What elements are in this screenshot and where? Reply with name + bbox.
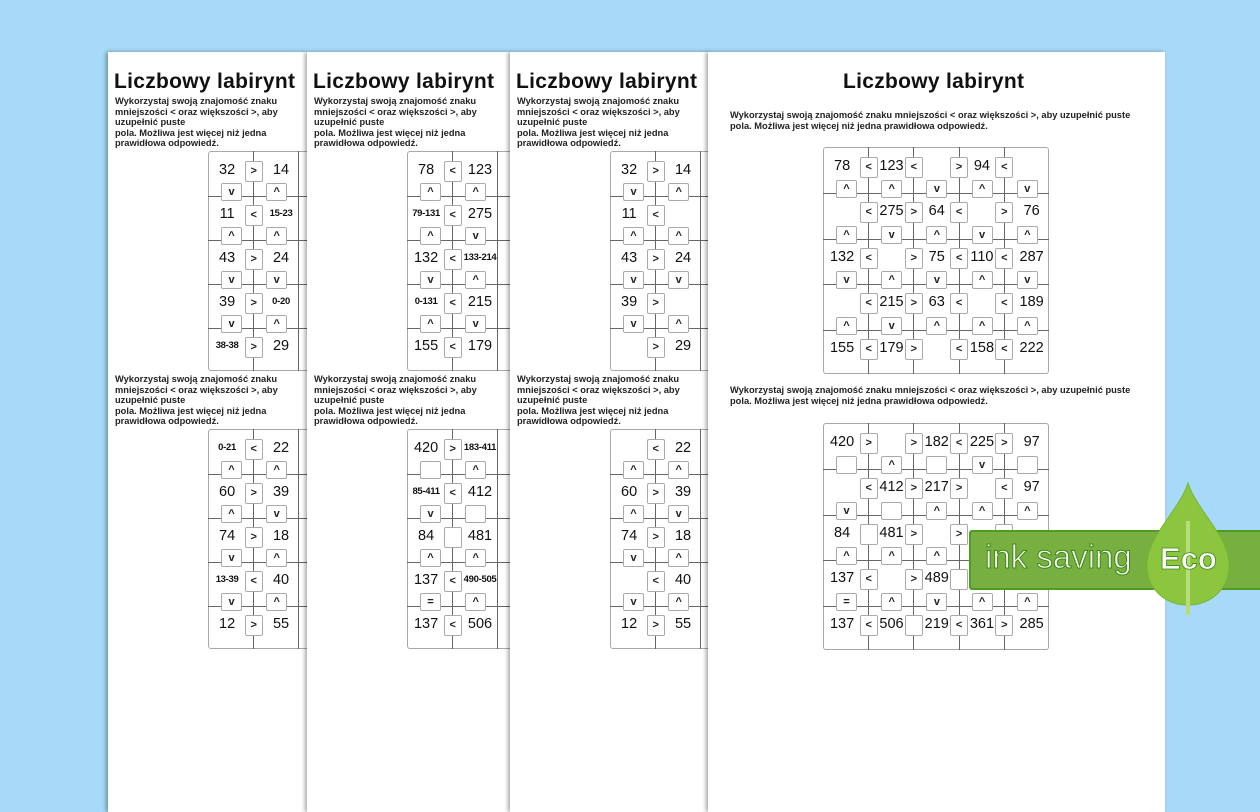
comparison-sign-box[interactable]: ^ [465, 461, 486, 479]
comparison-sign-box[interactable]: > [950, 524, 968, 545]
comparison-sign-box[interactable]: ^ [1017, 317, 1038, 335]
instructions-text [314, 374, 503, 427]
comparison-sign-box[interactable]: < [995, 248, 1013, 269]
comparison-sign-box[interactable]: < [245, 205, 263, 226]
maze-number: 0-131 [414, 296, 438, 307]
comparison-sign-box[interactable]: < [950, 339, 968, 360]
comparison-sign-box[interactable]: > [647, 293, 665, 314]
maze-number: 55 [674, 616, 692, 632]
maze-number: 137 [413, 572, 439, 588]
comparison-sign-box[interactable]: > [905, 202, 923, 223]
maze-number: 275 [467, 206, 493, 222]
maze-number: 137 [829, 570, 855, 587]
maze-number: 39 [674, 484, 692, 500]
worksheet-title: Liczbowy labirynt [114, 70, 296, 93]
comparison-sign-box[interactable]: ^ [926, 502, 947, 520]
maze-number: 132 [829, 248, 855, 265]
grid-line [497, 429, 498, 649]
comparison-sign-box[interactable]: < [860, 293, 878, 314]
comparison-sign-box[interactable]: < [860, 157, 878, 178]
maze-number: 24 [674, 250, 692, 266]
instructions-text [115, 96, 300, 149]
comparison-sign-box[interactable]: = [420, 593, 441, 611]
comparison-sign-box[interactable]: v [465, 227, 486, 245]
comparison-sign-box[interactable]: ^ [972, 271, 993, 289]
instructions-line: pola. Możliwa jest więcej niż jedna prawidłowa odpowiedź. [517, 127, 669, 148]
comparison-sign-box[interactable]: v [221, 315, 242, 333]
comparison-sign-box[interactable]: v [623, 271, 644, 289]
maze-number: 40 [272, 572, 290, 588]
comparison-sign-box[interactable]: ^ [881, 180, 902, 198]
comparison-sign-box[interactable]: < [860, 615, 878, 636]
comparison-sign-box[interactable]: > [245, 161, 263, 182]
comparison-sign-box[interactable]: > [647, 527, 665, 548]
comparison-sign-box[interactable]: > [647, 337, 665, 358]
maze-number: 39 [621, 294, 638, 310]
maze-number: 29 [674, 338, 692, 354]
number-maze-grid [407, 429, 510, 649]
maze-number: 97 [1023, 479, 1040, 496]
maze-number: 85-411 [412, 486, 440, 497]
comparison-sign-box[interactable]: ^ [420, 549, 441, 567]
maze-number: 123 [879, 158, 904, 174]
maze-number: 43 [621, 250, 638, 266]
grid-line [700, 151, 701, 371]
comparison-sign-box[interactable]: < [860, 478, 878, 499]
comparison-sign-box[interactable]: < [245, 571, 263, 592]
maze-number: 133-214 [463, 252, 497, 263]
comparison-sign-box[interactable]: v [623, 549, 644, 567]
instructions-line: Wykorzystaj swoją znajomość znaku mniejszości < oraz większości >, aby uzupełnić puste [730, 385, 1131, 395]
instructions-line: pola. Możliwa jest więcej niż jedna prawidłowa odpowiedź. [730, 120, 988, 131]
number-maze-grid [407, 151, 510, 371]
comparison-sign-box[interactable]: > [905, 524, 923, 545]
maze-number: 219 [924, 615, 949, 632]
comparison-sign-box[interactable]: v [266, 505, 287, 523]
maze-number: 63 [928, 294, 945, 311]
maze-number: 189 [1019, 294, 1044, 311]
comparison-sign-box[interactable]: > [860, 433, 878, 454]
comparison-sign-box[interactable]: ^ [668, 315, 689, 333]
comparison-sign-box[interactable]: ^ [266, 593, 287, 611]
maze-number: 490-505 [463, 574, 497, 585]
maze-number: 287 [1019, 248, 1044, 265]
worksheet-title: Liczbowy labirynt [516, 70, 698, 93]
comparison-sign-box[interactable] [950, 569, 968, 590]
instructions-line: pola. Możliwa jest więcej niż jedna prawidłowa odpowiedź. [730, 395, 988, 406]
comparison-sign-box[interactable]: > [905, 248, 923, 269]
comparison-sign-box[interactable]: v [668, 505, 689, 523]
comparison-sign-box[interactable]: < [444, 205, 462, 226]
maze-number: 40 [674, 572, 692, 588]
comparison-sign-box[interactable]: v [420, 271, 441, 289]
worksheet-page [708, 52, 1165, 812]
instructions-line: pola. Możliwa jest więcej niż jedna prawidłowa odpowiedź. [314, 405, 466, 426]
comparison-sign-box[interactable]: v [221, 549, 242, 567]
comparison-sign-box[interactable]: ^ [266, 183, 287, 201]
comparison-sign-box[interactable]: ^ [465, 183, 486, 201]
comparison-sign-box[interactable]: > [245, 337, 263, 358]
maze-number: 78 [418, 162, 435, 178]
comparison-sign-box[interactable] [465, 505, 486, 523]
instructions-line: pola. Możliwa jest więcej niż jedna prawidłowa odpowiedź. [314, 127, 466, 148]
maze-number: 38-38 [215, 340, 239, 351]
maze-number: 43 [219, 250, 236, 266]
maze-number: 29 [272, 338, 290, 354]
grid-line [700, 429, 701, 649]
comparison-sign-box[interactable]: ^ [1017, 226, 1038, 244]
maze-number: 361 [969, 615, 995, 632]
maze-number: 97 [1023, 434, 1040, 450]
number-maze-grid [610, 429, 710, 649]
comparison-sign-box[interactable]: ^ [881, 271, 902, 289]
comparison-sign-box[interactable]: ^ [221, 505, 242, 523]
comparison-sign-box[interactable]: v [420, 505, 441, 523]
comparison-sign-box[interactable]: < [444, 571, 462, 592]
maze-number: 60 [621, 484, 638, 500]
worksheet-page [307, 52, 510, 812]
maze-number: 76 [1023, 203, 1040, 220]
number-maze-grid [208, 151, 307, 371]
comparison-sign-box[interactable]: < [444, 337, 462, 358]
comparison-sign-box[interactable]: v [266, 271, 287, 289]
comparison-sign-box[interactable]: ^ [668, 227, 689, 245]
comparison-sign-box[interactable]: ^ [972, 593, 993, 611]
comparison-sign-box[interactable]: > [245, 483, 263, 504]
maze-number: 11 [219, 206, 235, 222]
comparison-sign-box[interactable]: ^ [623, 461, 644, 479]
comparison-sign-box[interactable]: v [836, 502, 857, 520]
maze-number: 39 [272, 484, 290, 500]
maze-number: 15-23 [269, 208, 293, 219]
comparison-sign-box[interactable]: v [221, 593, 242, 611]
eco-label: Eco [1160, 541, 1217, 576]
comparison-sign-box[interactable]: ^ [266, 549, 287, 567]
comparison-sign-box[interactable]: > [647, 615, 665, 636]
grid-line [298, 429, 299, 649]
maze-number: 22 [272, 440, 290, 456]
comparison-sign-box[interactable]: ^ [926, 547, 947, 565]
maze-number: 137 [829, 615, 855, 632]
maze-number: 39 [219, 294, 236, 310]
number-maze-grid [610, 151, 710, 371]
maze-number: 13-39 [215, 574, 239, 585]
comparison-sign-box[interactable]: ^ [668, 461, 689, 479]
maze-number: 412 [467, 484, 493, 500]
comparison-sign-box[interactable]: = [836, 593, 857, 611]
comparison-sign-box[interactable]: v [623, 183, 644, 201]
maze-number: 22 [674, 440, 692, 456]
comparison-sign-box[interactable]: ^ [881, 456, 902, 474]
comparison-sign-box[interactable]: v [881, 317, 902, 335]
comparison-sign-box[interactable] [905, 615, 923, 636]
maze-number: 132 [413, 250, 439, 266]
comparison-sign-box[interactable]: > [245, 527, 263, 548]
maze-number: 94 [973, 158, 990, 174]
comparison-sign-box[interactable]: ^ [465, 271, 486, 289]
maze-number: 183-411 [463, 442, 497, 453]
comparison-sign-box[interactable] [420, 461, 441, 479]
comparison-sign-box[interactable]: > [995, 433, 1013, 454]
comparison-sign-box[interactable]: ^ [420, 315, 441, 333]
comparison-sign-box[interactable]: v [221, 183, 242, 201]
comparison-sign-box[interactable]: v [881, 226, 902, 244]
comparison-sign-box[interactable]: < [647, 439, 665, 460]
comparison-sign-box[interactable]: v [972, 456, 993, 474]
maze-number: 12 [219, 616, 236, 632]
maze-number: 137 [413, 616, 439, 632]
comparison-sign-box[interactable]: < [444, 161, 462, 182]
maze-number: 225 [969, 434, 995, 450]
maze-number: 179 [879, 339, 904, 356]
comparison-sign-box[interactable]: ^ [836, 180, 857, 198]
maze-number: 64 [928, 203, 945, 220]
comparison-sign-box[interactable]: ^ [266, 315, 287, 333]
comparison-sign-box[interactable]: < [647, 571, 665, 592]
comparison-sign-box[interactable]: ^ [465, 549, 486, 567]
maze-number: 506 [879, 615, 904, 632]
maze-number: 155 [829, 339, 855, 356]
comparison-sign-box[interactable]: ^ [836, 317, 857, 335]
comparison-sign-box[interactable]: ^ [668, 549, 689, 567]
comparison-sign-box[interactable]: < [444, 249, 462, 270]
comparison-sign-box[interactable]: > [245, 293, 263, 314]
comparison-sign-box[interactable]: ^ [972, 180, 993, 198]
comparison-sign-box[interactable]: < [950, 202, 968, 223]
maze-number: 179 [467, 338, 493, 354]
comparison-sign-box[interactable]: v [623, 315, 644, 333]
maze-number: 32 [621, 162, 638, 178]
maze-number: 420 [829, 434, 855, 450]
comparison-sign-box[interactable]: ^ [1017, 502, 1038, 520]
comparison-sign-box[interactable]: < [995, 293, 1013, 314]
comparison-sign-box[interactable]: > [245, 615, 263, 636]
comparison-sign-box[interactable]: > [950, 478, 968, 499]
comparison-sign-box[interactable]: v [623, 593, 644, 611]
grid-line [497, 151, 498, 371]
comparison-sign-box[interactable]: v [1017, 271, 1038, 289]
maze-number: 420 [413, 440, 439, 456]
instructions-line: Wykorzystaj swoją znajomość znaku mniejszości < oraz większości >, aby uzupełnić puste [730, 110, 1131, 120]
comparison-sign-box[interactable]: v [221, 271, 242, 289]
comparison-sign-box[interactable] [1017, 456, 1038, 474]
maze-number: 215 [879, 294, 904, 311]
maze-number: 75 [928, 248, 945, 265]
instructions-line: Wykorzystaj swoją znajomość znaku mniejszości < oraz większości >, aby uzupełnić puste [517, 374, 680, 405]
comparison-sign-box[interactable]: < [995, 339, 1013, 360]
maze-number: 74 [621, 528, 638, 544]
comparison-sign-box[interactable]: < [950, 293, 968, 314]
maze-number: 55 [272, 616, 290, 632]
maze-number: 123 [467, 162, 493, 178]
comparison-sign-box[interactable]: ^ [926, 226, 947, 244]
comparison-sign-box[interactable]: > [995, 615, 1013, 636]
comparison-sign-box[interactable]: ^ [836, 547, 857, 565]
maze-number: 18 [674, 528, 692, 544]
comparison-sign-box[interactable]: > [905, 478, 923, 499]
comparison-sign-box[interactable]: ^ [668, 183, 689, 201]
instructions-text [115, 374, 300, 427]
worksheet-title: Liczbowy labirynt [313, 70, 495, 93]
comparison-sign-box[interactable]: < [995, 478, 1013, 499]
comparison-sign-box[interactable]: > [245, 249, 263, 270]
comparison-sign-box[interactable]: ^ [1017, 593, 1038, 611]
instructions-line: pola. Możliwa jest więcej niż jedna prawidłowa odpowiedź. [115, 127, 267, 148]
ink-saving-label: ink saving [985, 538, 1132, 575]
comparison-sign-box[interactable]: < [860, 569, 878, 590]
comparison-sign-box[interactable]: ^ [221, 461, 242, 479]
maze-number: 158 [969, 339, 995, 356]
number-maze-grid [823, 147, 1049, 374]
comparison-sign-box[interactable] [926, 456, 947, 474]
comparison-sign-box[interactable]: ^ [266, 227, 287, 245]
comparison-sign-box[interactable]: ^ [623, 227, 644, 245]
instructions-line: pola. Możliwa jest więcej niż jedna prawidłowa odpowiedź. [115, 405, 267, 426]
maze-number: 222 [1019, 339, 1044, 356]
comparison-sign-box[interactable]: > [647, 483, 665, 504]
comparison-sign-box[interactable]: ^ [972, 502, 993, 520]
maze-number: 12 [621, 616, 638, 632]
maze-number: 481 [879, 524, 904, 541]
instructions-text [730, 110, 1143, 131]
maze-number: 78 [834, 158, 851, 174]
comparison-sign-box[interactable]: ^ [881, 593, 902, 611]
comparison-sign-box[interactable]: ^ [972, 317, 993, 335]
comparison-sign-box[interactable]: < [245, 439, 263, 460]
worksheet-title: Liczbowy labirynt [843, 70, 1025, 93]
comparison-sign-box[interactable]: < [860, 339, 878, 360]
comparison-sign-box[interactable]: ^ [221, 227, 242, 245]
maze-number: 18 [272, 528, 290, 544]
comparison-sign-box[interactable]: < [950, 248, 968, 269]
comparison-sign-box[interactable]: < [995, 157, 1013, 178]
instructions-line: pola. Możliwa jest więcej niż jedna prawidłowa odpowiedź. [517, 405, 669, 426]
comparison-sign-box[interactable]: ^ [465, 593, 486, 611]
maze-number: 14 [272, 162, 290, 178]
comparison-sign-box[interactable]: > [905, 293, 923, 314]
comparison-sign-box[interactable]: v [836, 271, 857, 289]
comparison-sign-box[interactable]: ^ [668, 593, 689, 611]
comparison-sign-box[interactable]: ^ [881, 547, 902, 565]
maze-number: 217 [924, 479, 949, 496]
maze-number: 506 [467, 616, 493, 632]
maze-number: 60 [219, 484, 236, 500]
maze-number: 74 [219, 528, 236, 544]
maze-number: 79-131 [412, 208, 440, 219]
comparison-sign-box[interactable]: ^ [420, 183, 441, 201]
worksheet-page [510, 52, 710, 812]
maze-number: 275 [879, 203, 904, 220]
comparison-sign-box[interactable] [881, 502, 902, 520]
comparison-sign-box[interactable]: > [905, 433, 923, 454]
instructions-text [517, 96, 703, 149]
instructions-text [730, 385, 1143, 406]
comparison-sign-box[interactable]: < [905, 157, 923, 178]
maze-number: 0-21 [218, 442, 236, 453]
maze-number: 84 [834, 524, 851, 541]
maze-number: 0-20 [272, 296, 290, 307]
maze-number: 412 [879, 479, 904, 496]
comparison-sign-box[interactable]: ^ [836, 226, 857, 244]
comparison-sign-box[interactable]: ^ [266, 461, 287, 479]
comparison-sign-box[interactable]: ^ [623, 505, 644, 523]
worksheet-page [108, 52, 307, 812]
instructions-text [314, 96, 503, 149]
comparison-sign-box[interactable]: v [926, 271, 947, 289]
comparison-sign-box[interactable]: v [926, 593, 947, 611]
maze-number: 155 [413, 338, 439, 354]
instructions-line: Wykorzystaj swoją znajomość znaku mniejszości < oraz większości >, aby uzupełnić puste [314, 374, 477, 405]
comparison-sign-box[interactable]: < [647, 205, 665, 226]
comparison-sign-box[interactable]: > [950, 157, 968, 178]
instructions-text [517, 374, 703, 427]
maze-number: 32 [219, 162, 236, 178]
maze-number: 24 [272, 250, 290, 266]
maze-number: 481 [467, 528, 493, 544]
comparison-sign-box[interactable]: > [995, 202, 1013, 223]
comparison-sign-box[interactable]: > [647, 249, 665, 270]
comparison-sign-box[interactable]: ^ [420, 227, 441, 245]
comparison-sign-box[interactable]: < [444, 293, 462, 314]
comparison-sign-box[interactable]: v [465, 315, 486, 333]
maze-number: 182 [924, 434, 949, 450]
maze-number: 11 [621, 206, 637, 222]
comparison-sign-box[interactable]: v [972, 226, 993, 244]
comparison-sign-box[interactable]: < [860, 202, 878, 223]
comparison-sign-box[interactable]: < [444, 483, 462, 504]
comparison-sign-box[interactable]: v [1017, 180, 1038, 198]
comparison-sign-box[interactable]: < [860, 248, 878, 269]
comparison-sign-box[interactable]: v [668, 271, 689, 289]
number-maze-grid [208, 429, 307, 649]
maze-number: 14 [674, 162, 692, 178]
maze-number: 84 [418, 528, 435, 544]
instructions-line: Wykorzystaj swoją znajomość znaku mniejszości < oraz większości >, aby uzupełnić puste [115, 374, 278, 405]
comparison-sign-box[interactable]: > [905, 339, 923, 360]
comparison-sign-box[interactable]: < [950, 433, 968, 454]
comparison-sign-box[interactable]: < [950, 615, 968, 636]
comparison-sign-box[interactable]: > [444, 439, 462, 460]
maze-number: 489 [924, 570, 949, 587]
comparison-sign-box[interactable]: < [444, 615, 462, 636]
comparison-sign-box[interactable]: v [926, 180, 947, 198]
maze-number: 110 [970, 248, 994, 265]
comparison-sign-box[interactable] [836, 456, 857, 474]
instructions-line: Wykorzystaj swoją znajomość znaku mniejszości < oraz większości >, aby uzupełnić puste [517, 96, 680, 127]
grid-line [298, 151, 299, 371]
instructions-line: Wykorzystaj swoją znajomość znaku mniejszości < oraz większości >, aby uzupełnić puste [115, 96, 278, 127]
maze-number: 285 [1019, 615, 1044, 632]
comparison-sign-box[interactable]: > [905, 569, 923, 590]
comparison-sign-box[interactable] [860, 524, 878, 545]
maze-number: 215 [467, 294, 493, 310]
instructions-line: Wykorzystaj swoją znajomość znaku mniejszości < oraz większości >, aby uzupełnić puste [314, 96, 477, 127]
comparison-sign-box[interactable]: > [647, 161, 665, 182]
comparison-sign-box[interactable] [444, 527, 462, 548]
comparison-sign-box[interactable]: ^ [926, 317, 947, 335]
